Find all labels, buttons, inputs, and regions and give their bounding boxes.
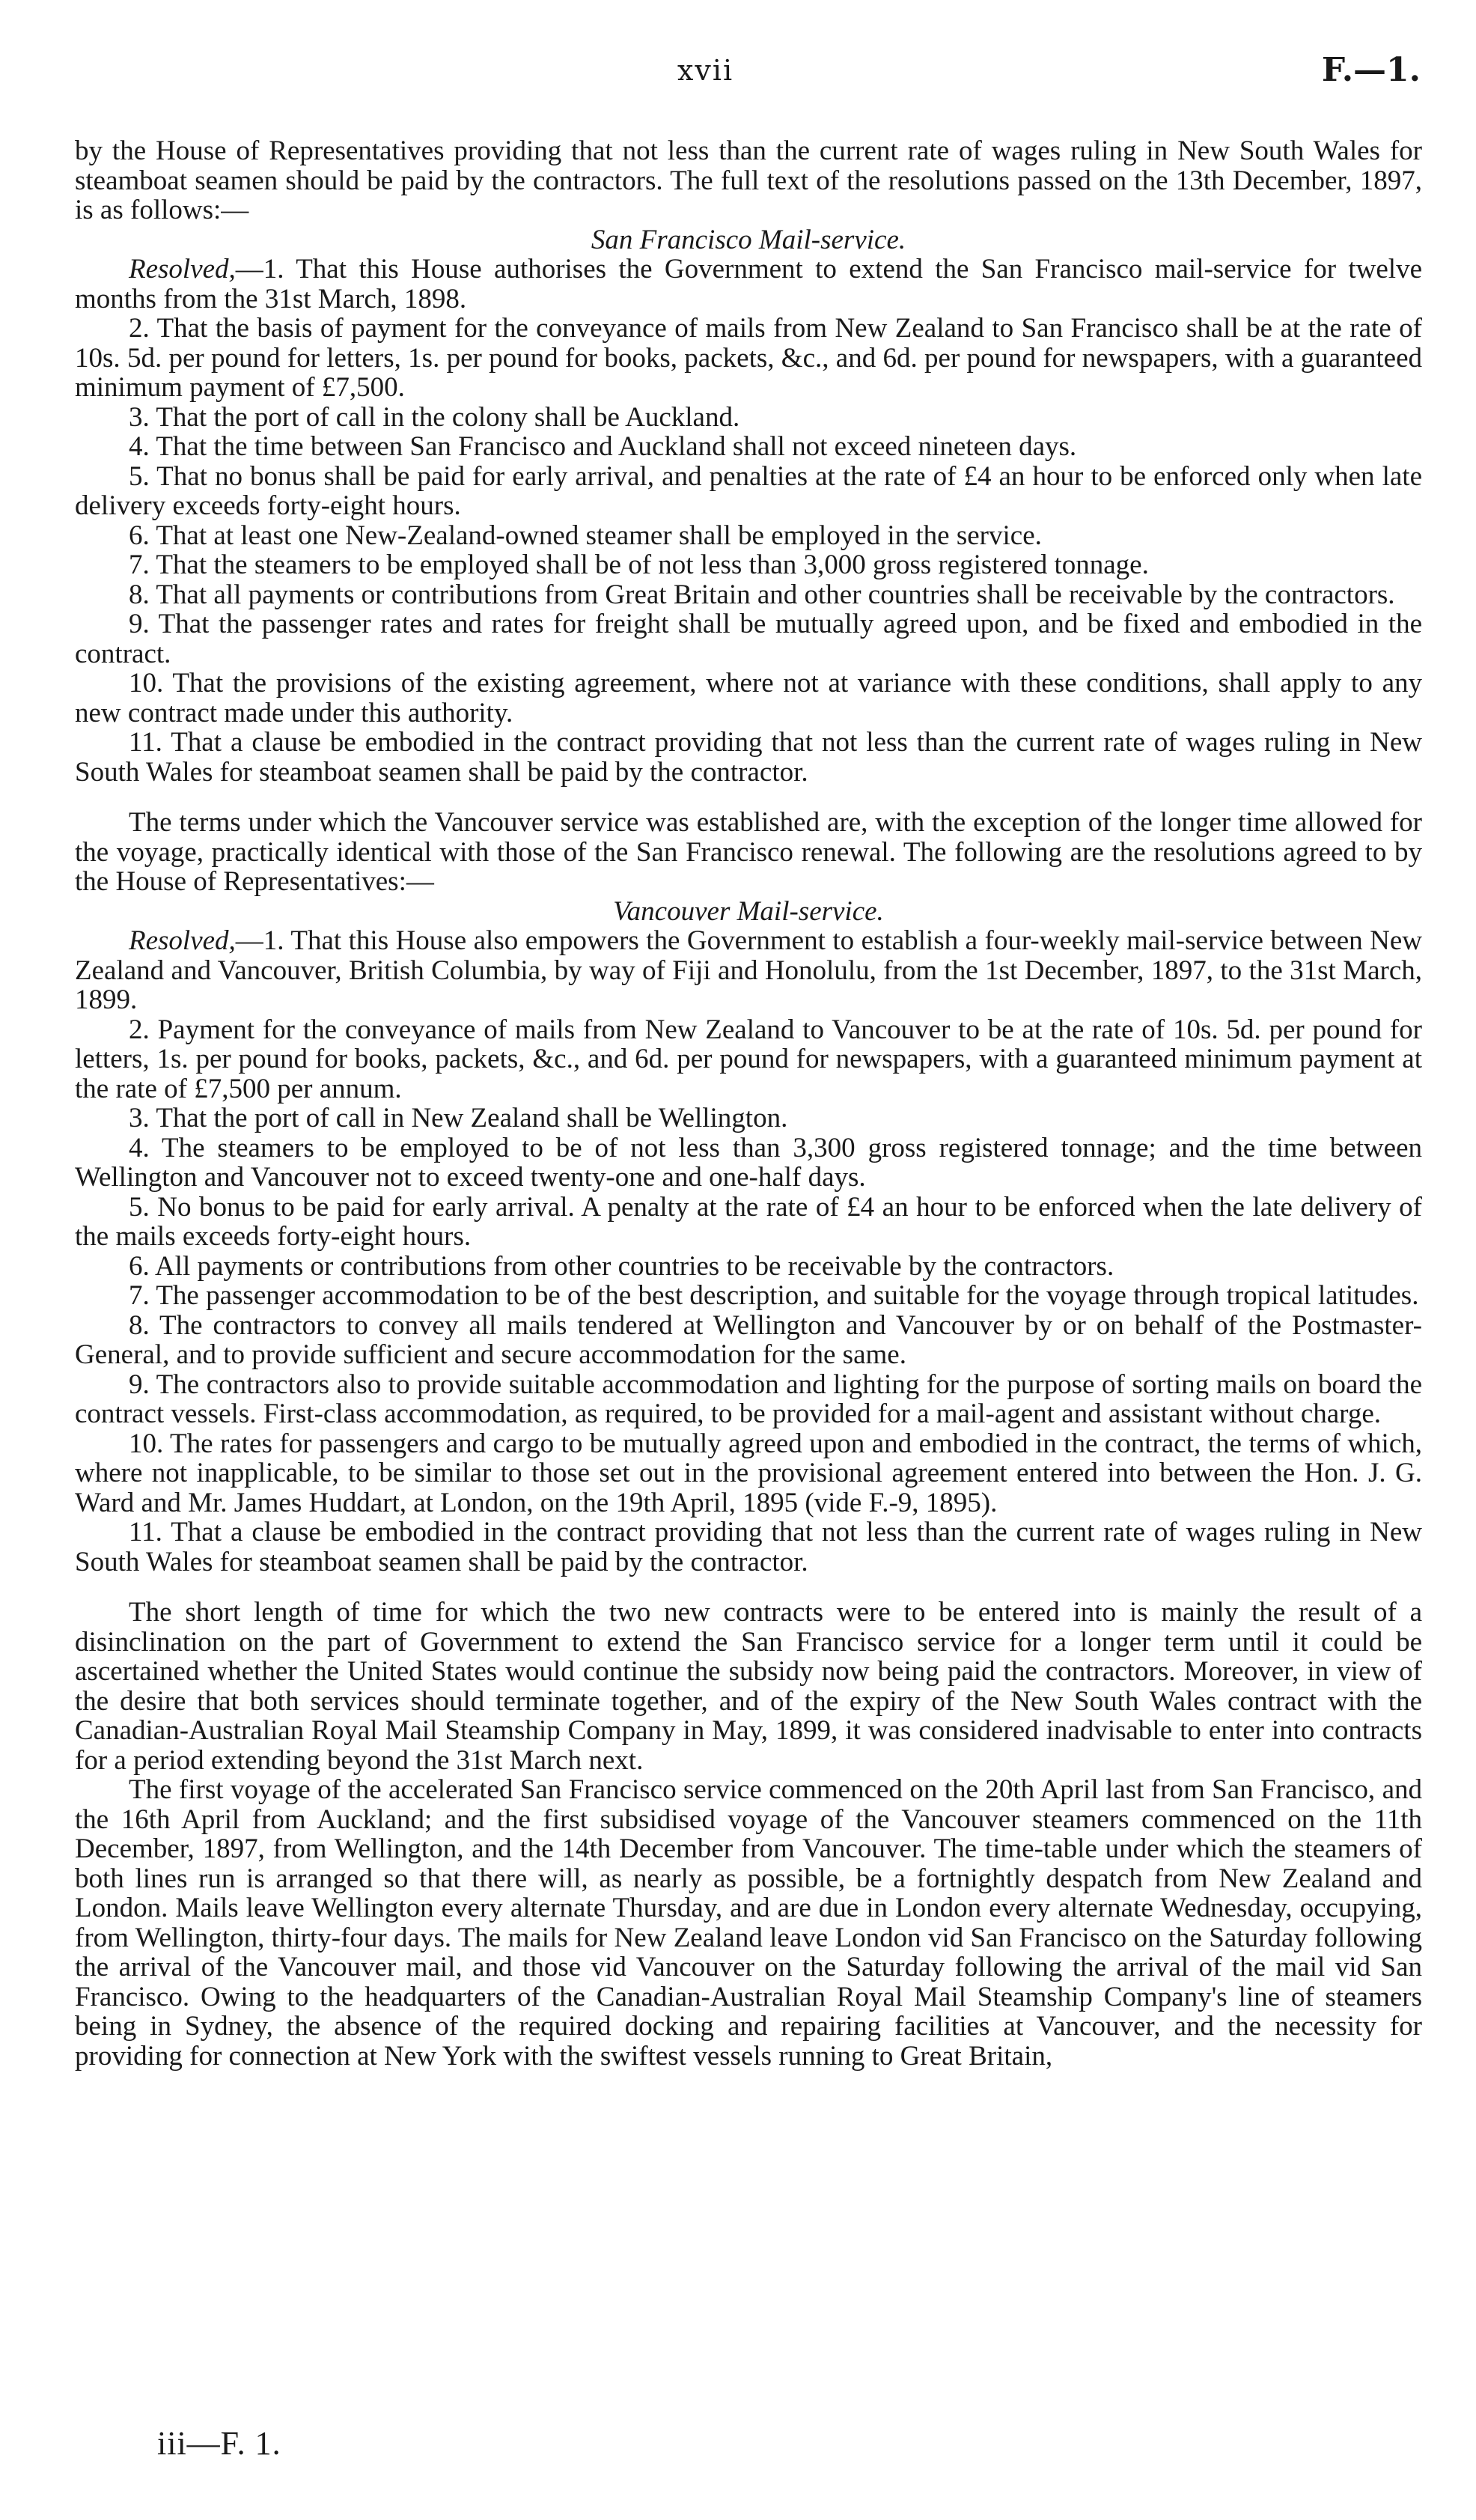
resolution-item: 9. The contractors also to provide suitable accommodation and lighting for the purpose of sorting mails on board the contract vessels. First-class accommodation, as required, to be provided for a mail-agent and assistant without charge.	[75, 1369, 1422, 1429]
page-footer-signature: iii—F. 1.	[157, 2425, 281, 2462]
resolution-item: Resolved,—1. That this House also empowers the Government to establish a four-weekly mail-service between New Zealand and Vancouver, British Columbia, by way of Fiji and Honolulu, from the 1st December, 1897, to the 31st March, 1899.	[75, 925, 1422, 1015]
resolution-item: Resolved,—1. That this House authorises the Government to extend the San Francisco mail-service for twelve months from the 31st March, 1898.	[75, 254, 1422, 314]
resolution-item: 4. That the time between San Francisco and Auckland shall not exceed nineteen days.	[129, 431, 1077, 462]
resolution-item: 10. The rates for passengers and cargo to be mutually agreed upon and embodied in the contract, the terms of which, where not inapplicable, to be similar to those set out in the provisional agreement entered into between the Hon. J. G. Ward and Mr. James Huddart, at London, on the 19th April, 1895 (vide F.-9, 1895).	[75, 1428, 1422, 1518]
resolution-item: 9. That the passenger rates and rates for freight shall be mutually agreed upon, and be fixed and embodied in the contract.	[75, 609, 1422, 669]
vancouver-intro-paragraph: The terms under which the Vancouver service was established are, with the exception of the longer time allowed for the voyage, practically identical with those of the San Francisco renewal. The following are the resolutions agreed to by the House of Representatives:—	[75, 807, 1422, 897]
resolution-item: 3. That the port of call in the colony shall be Auckland.	[129, 401, 740, 433]
sf-resolutions	[75, 255, 1422, 787]
resolved-label: Resolved,	[129, 925, 236, 956]
vancouver-resolutions	[75, 926, 1422, 1577]
resolution-item: 2. Payment for the conveyance of mails from New Zealand to Vancouver to be at the rate of 10s. 5d. per pound for letters, 1s. per pound for books, packets, &c., and 6d. per pound for newspapers, with a guaranteed minimum payment at the rate of £7,500 per annum.	[75, 1014, 1422, 1104]
resolution-item: 6. That at least one New-Zealand-owned steamer shall be employed in the service.	[129, 520, 1042, 551]
resolved-label: Resolved,	[129, 254, 236, 284]
page-number: xvii	[677, 54, 734, 87]
document-reference: F.—1.	[1321, 51, 1421, 89]
resolution-item: 8. The contractors to convey all mails tendered at Wellington and Vancouver by or on behalf of the Postmaster-General, and to provide sufficient and secure accommodation for the same.	[75, 1309, 1422, 1370]
sf-section-heading: San Francisco Mail-service.	[591, 224, 906, 255]
resolution-item: 2. That the basis of payment for the conveyance of mails from New Zealand to San Francisco shall be at the rate of 10s. 5d. per pound for letters, 1s. per pound for books, packets, &c., and 6d. per pound for newspapers, with a guaranteed minimum payment of £7,500.	[75, 313, 1422, 403]
resolution-item: 11. That a clause be embodied in the contract providing that not less than the current rate of wages ruling in New South Wales for steamboat seamen shall be paid by the contractor.	[75, 727, 1422, 788]
resolution-item: 3. That the port of call in New Zealand shall be Wellington.	[129, 1103, 788, 1133]
resolution-item: 4. The steamers to be employed to be of not less than 3,300 gross registered tonnage; and the time between Wellington and Vancouver not to exceed twenty-one and one-half days.	[75, 1132, 1422, 1193]
resolution-item: 6. All payments or contributions from other countries to be receivable by the contractors.	[129, 1250, 1114, 1282]
page-header	[0, 51, 1476, 99]
resolution-item: 5. That no bonus shall be paid for early arrival, and penalties at the rate of £4 an hour to be enforced only when late delivery exceeds forty-eight hours.	[75, 460, 1422, 521]
resolution-item: 10. That the provisions of the existing agreement, where not at variance with these conditions, shall apply to any new contract made under this authority.	[75, 668, 1422, 728]
closing-paragraph: The first voyage of the accelerated San Francisco service commenced on the 20th April last from San Francisco, and the 16th April from Auckland; and the first subsidised voyage of the Vancouver steamers commenced on the 11th December, 1897, from Wellington, and the 14th December from Vancouver. The time-table under which the steamers of both lines run is arranged so that there will, as nearly as possible, be a fortnightly despatch from New Zealand and London. Mails leave Wellington every alternate Thursday, and are due in London every alternate Wednesday, occupying, from Wellington, thirty-four days. The mails for New Zealand leave London vid San Francisco on the Saturday following the arrival of the Vancouver mail, and those vid Vancouver on the Saturday following the arrival of the mail vid San Francisco. Owing to the headquarters of the Canadian-Australian Royal Mail Steamship Company's line of steamers being in Sydney, the absence of the required docking and repairing facilities at Vancouver, and the necessity for providing for connection at New York with the swiftest vessels running to Great Britain,	[75, 1774, 1422, 2072]
document-body	[75, 136, 1422, 2071]
resolution-item: 7. The passenger accommodation to be of the best description, and suitable for the voyage through tropical latitudes.	[129, 1280, 1419, 1311]
intro-paragraph: by the House of Representatives providing that not less than the current rate of wages ruling in New South Wales for steamboat seamen should be paid by the contractors. The full text of the resolutions passed on the 13th December, 1897, is as follows:—	[75, 136, 1422, 225]
resolution-item: 5. No bonus to be paid for early arrival. A penalty at the rate of £4 an hour to be enforced when the late delivery of the mails exceeds forty-eight hours.	[75, 1191, 1422, 1252]
resolution-item: 8. That all payments or contributions from Great Britain and other countries shall be receivable by the contractors.	[129, 579, 1395, 610]
closing-paragraph: The short length of time for which the two new contracts were to be entered into is mainly the result of a disinclination on the part of Government to extend the San Francisco service for a longer term until it could be ascertained whether the United States would continue the subsidy now being paid the contractors. Moreover, in view of the desire that both services should terminate together, and of the expiry of the New South Wales contract with the Canadian-Australian Royal Mail Steamship Company in May, 1899, it was considered inadvisable to enter into contracts for a period extending beyond the 31st March next.	[75, 1597, 1422, 1776]
resolution-item: 7. That the steamers to be employed shall be of not less than 3,000 gross registered tonnage.	[129, 550, 1149, 580]
resolution-item: 11. That a clause be embodied in the contract providing that not less than the current rate of wages ruling in New South Wales for steamboat seamen shall be paid by the contractor.	[75, 1517, 1422, 1577]
vancouver-section-heading: Vancouver Mail-service.	[613, 895, 884, 927]
